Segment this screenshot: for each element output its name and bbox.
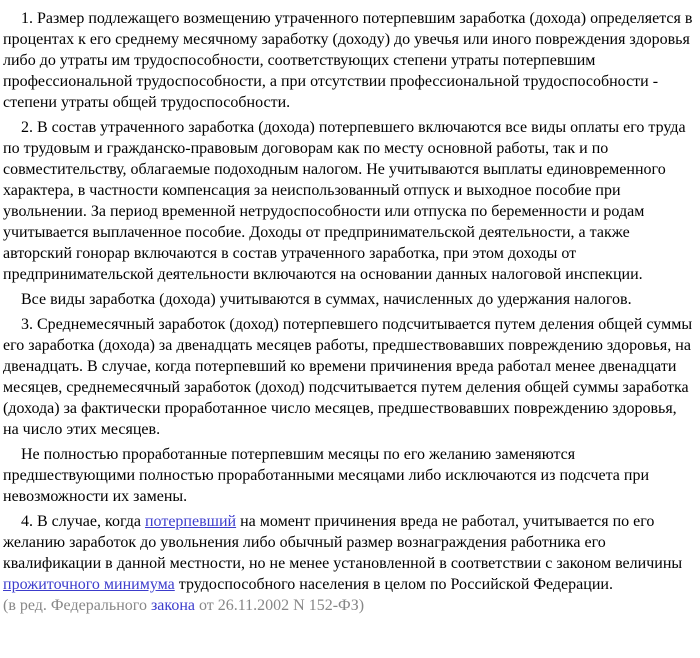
link-prozhitochnyj-minimum[interactable]: прожиточного минимума	[3, 576, 175, 593]
clause-2-note	[3, 289, 695, 310]
clause-3-note	[3, 444, 695, 507]
clause-4	[3, 511, 695, 595]
amendment-text-2: от 26.11.2002 N 152-ФЗ)	[194, 597, 365, 614]
clause-4-text-3: трудоспособного населения в целом по Российской Федерации.	[174, 576, 613, 593]
clause-3	[3, 314, 695, 440]
clause-2-note-text: Все виды заработка (дохода) учитываются в суммах, начисленных до удержания налогов.	[21, 291, 632, 308]
clause-4-text-2: на момент причинения вреда не работал, учитывается по его желанию заработок до увольнения либо обычный размер вознаграждения работника его квалификации в данной местности, но не менее установленной в соответствии с законом величины	[3, 513, 683, 572]
clause-2-text: 2. В состав утраченного заработка (дохода) потерпевшего включаются все виды оплаты его труда по трудовым и гражданско-правовым договорам как по месту основной работы, так и по совместительству, облагаемые подоходным налогом. Не учитываются выплаты единовременного характера, в частности компенсация за неиспользованный отпуск и выходное пособие при увольнении. За период временной нетрудоспособности или отпуска по беременности и родам учитывается выплаченное пособие. Доходы от предпринимательской деятельности, а также авторский гонорар включаются в состав утраченного заработка, при этом доходы от предпринимательской деятельности включаются на основании данных налоговой инспекции.	[3, 119, 686, 283]
amendment-text-1: (в ред. Федерального	[3, 597, 151, 614]
clause-1	[3, 8, 695, 113]
clause-3-text: 3. Среднемесячный заработок (доход) потерпевшего подсчитывается путем деления общей суммы его заработка (дохода) за двенадцать месяцев работы, предшествовавших повреждению здоровья, на двенадцать. В случае, когда потерпевший ко времени причинения вреда работал менее двенадцати месяцев, среднемесячный заработок (доход) подсчитывается путем деления общей суммы заработка (дохода) за фактически проработанное число месяцев, предшествовавших повреждению здоровья, на число этих месяцев.	[3, 316, 693, 438]
clause-1-text: 1. Размер подлежащего возмещению утраченного потерпевшим заработка (дохода) определяется в процентах к его среднему месячному заработку (доходу) до увечья или иного повреждения здоровья либо до утраты им трудоспособности, соответствующих степени утраты потерпевшим профессиональной трудоспособности, а при отсутствии профессиональной трудоспособности - степени утраты общей трудоспособности.	[3, 10, 693, 111]
link-federal-law[interactable]: закона	[150, 597, 195, 614]
amendment-note	[3, 595, 695, 616]
clause-3-note-text: Не полностью проработанные потерпевшим месяцы по его желанию заменяются предшествующими полностью проработанными месяцами либо исключаются из подсчета при невозможности их замены.	[3, 446, 650, 505]
clause-4-text-1: 4. В случае, когда	[21, 513, 145, 530]
clause-2	[3, 117, 695, 285]
link-poterpevshij[interactable]: потерпевший	[144, 513, 237, 530]
